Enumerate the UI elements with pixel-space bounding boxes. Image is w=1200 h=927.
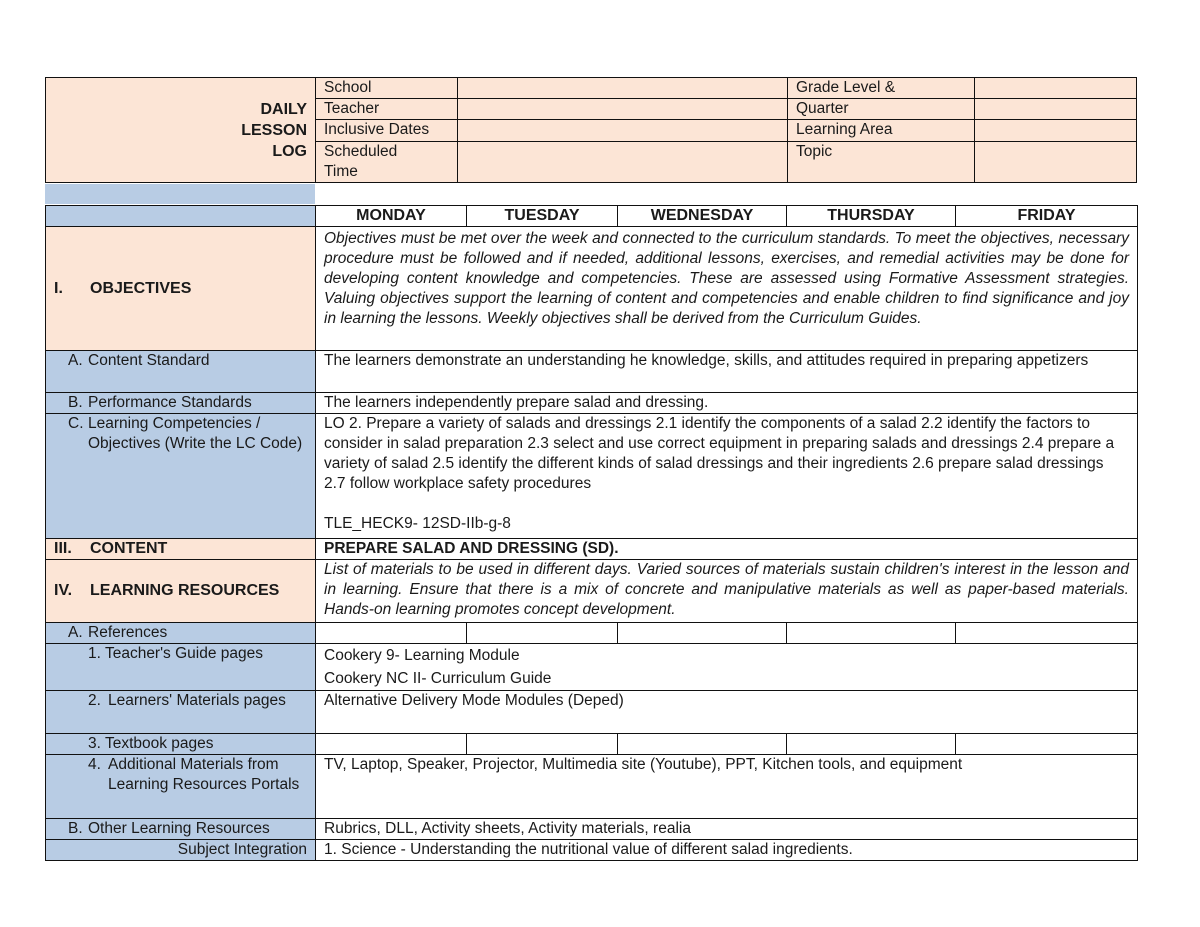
learning-competencies-letter: C. — [68, 415, 84, 432]
school-value[interactable] — [458, 78, 788, 99]
references-letter: A. — [68, 624, 83, 641]
objectives-row — [46, 227, 1138, 351]
day-monday: MONDAY — [316, 206, 467, 227]
references-label: References — [88, 624, 168, 641]
additional-materials-number: 4. — [88, 756, 101, 773]
learners-materials-label: Learners' Materials pages — [108, 692, 286, 709]
learning-competencies-label: Learning Competencies / Objectives (Write the LC Code) — [88, 415, 303, 452]
content-standard-letter: A. — [68, 352, 83, 369]
learners-materials-heading — [46, 691, 316, 734]
other-resources-text: Rubrics, DLL, Activity sheets, Activity materials, realia — [316, 819, 1138, 840]
subject-integration-heading: Subject Integration — [46, 840, 316, 861]
textbook-heading: 3. Textbook pages — [46, 734, 316, 755]
references-friday[interactable] — [956, 623, 1138, 644]
learning-resources-label: LEARNING RESOURCES — [90, 582, 280, 599]
teachers-guide-line-1: Cookery 9- Learning Module — [324, 647, 520, 664]
scheduled-time-value[interactable] — [458, 142, 788, 183]
learning-competencies-row — [46, 414, 1138, 539]
learners-materials-text: Alternative Delivery Mode Modules (Deped) — [316, 691, 1138, 734]
dll-title — [46, 78, 316, 183]
teachers-guide-cell — [316, 644, 1138, 691]
additional-materials-label: Additional Materials from Learning Resources Portals — [108, 756, 300, 793]
additional-materials-row — [46, 755, 1138, 819]
learning-competencies-cell — [316, 414, 1138, 539]
day-header-blank — [46, 206, 316, 227]
textbook-friday[interactable] — [956, 734, 1138, 755]
other-resources-label: Other Learning Resources — [88, 820, 270, 837]
teachers-guide-row — [46, 644, 1138, 691]
lc-code: TLE_HECK9- 12SD-IIb-g-8 — [324, 515, 511, 532]
school-label: School — [316, 78, 458, 99]
references-tuesday[interactable] — [467, 623, 618, 644]
header-table — [45, 77, 1137, 183]
content-heading — [46, 539, 316, 560]
content-standard-text: The learners demonstrate an understanding he knowledge, skills, and attitudes required in preparing appetizers — [316, 351, 1138, 393]
subject-integration-text: 1. Science - Understanding the nutritional value of different salad ingredients. — [316, 840, 1138, 861]
learners-materials-number: 2. — [88, 692, 101, 709]
grade-level-value[interactable] — [975, 78, 1137, 99]
learning-competencies-text: LO 2. Prepare a variety of salads and dressings 2.1 identify the components of a salad 2.2 identify the factors to consider in salad preparation 2.3 select and use correct equipment in preparing salads and dressings 2.4 prepare a variety of salad 2.5 identify the different kinds of salad dressings and their ingredients 2.6 prepare salad dressings 2.7 follow workplace safety procedures — [324, 415, 1115, 492]
textbook-monday[interactable] — [316, 734, 467, 755]
teacher-label: Teacher — [316, 99, 458, 120]
content-standard-row — [46, 351, 1138, 393]
performance-standards-row — [46, 393, 1138, 414]
other-resources-row — [46, 819, 1138, 840]
content-standard-heading — [46, 351, 316, 393]
learning-competencies-heading — [46, 414, 316, 539]
additional-materials-heading — [46, 755, 316, 819]
dll-title-line-2: LESSON — [241, 121, 307, 139]
topic-value[interactable] — [975, 142, 1137, 183]
textbook-thursday[interactable] — [787, 734, 956, 755]
additional-materials-text: TV, Laptop, Speaker, Projector, Multimedia site (Youtube), PPT, Kitchen tools, and equipment — [316, 755, 1138, 819]
references-wednesday[interactable] — [618, 623, 787, 644]
content-text: PREPARE SALAD AND DRESSING (SD). — [316, 539, 1138, 560]
subject-integration-row — [46, 840, 1138, 861]
scheduled-label-line-1: Scheduled — [324, 143, 398, 160]
references-row — [46, 623, 1138, 644]
performance-standards-letter: B. — [68, 394, 83, 411]
day-friday: FRIDAY — [956, 206, 1138, 227]
day-thursday: THURSDAY — [787, 206, 956, 227]
quarter-value[interactable] — [975, 99, 1137, 120]
scheduled-label-line-2: Time — [324, 163, 358, 180]
content-number: III. — [54, 540, 72, 557]
day-tuesday: TUESDAY — [467, 206, 618, 227]
references-heading — [46, 623, 316, 644]
textbook-tuesday[interactable] — [467, 734, 618, 755]
inclusive-dates-label: Inclusive Dates — [316, 120, 458, 142]
objectives-number: I. — [54, 279, 63, 297]
teacher-value[interactable] — [458, 99, 788, 120]
other-resources-letter: B. — [68, 820, 83, 837]
teachers-guide-line-2: Cookery NC II- Curriculum Guide — [324, 670, 552, 687]
references-monday[interactable] — [316, 623, 467, 644]
blue-spacer — [45, 184, 315, 204]
learning-resources-row — [46, 560, 1138, 623]
objectives-heading — [46, 227, 316, 351]
objectives-text: Objectives must be met over the week and connected to the curriculum standards. To meet the objectives, necessary procedure must be followed and if needed, additional lessons, exercises, and remedial activities may be done for developing content knowledge and competencies. These are assessed using Formative Assessment strategies. Valuing objectives support the learning of content and competencies and enable children to find significance and joy in learning the lessons. Weekly objectives shall be derived from the Curriculum Guides. — [316, 227, 1138, 351]
other-resources-heading — [46, 819, 316, 840]
grade-level-label: Grade Level & — [788, 78, 975, 99]
performance-standards-text: The learners independently prepare salad and dressing. — [316, 393, 1138, 414]
day-header-row — [46, 206, 1138, 227]
learning-area-value[interactable] — [975, 120, 1137, 142]
performance-standards-heading — [46, 393, 316, 414]
inclusive-dates-value[interactable] — [458, 120, 788, 142]
textbook-row — [46, 734, 1138, 755]
references-thursday[interactable] — [787, 623, 956, 644]
learners-materials-row — [46, 691, 1138, 734]
dll-title-line-3: LOG — [272, 142, 307, 160]
dll-title-line-1: DAILY — [260, 100, 307, 118]
quarter-label: Quarter — [788, 99, 975, 120]
content-row — [46, 539, 1138, 560]
learning-resources-number: IV. — [54, 582, 73, 599]
teachers-guide-heading: 1. Teacher's Guide pages — [46, 644, 316, 691]
learning-area-label: Learning Area — [788, 120, 975, 142]
learning-resources-heading — [46, 560, 316, 623]
scheduled-time-label — [316, 142, 458, 183]
performance-standards-label: Performance Standards — [88, 394, 252, 411]
textbook-wednesday[interactable] — [618, 734, 787, 755]
content-label: CONTENT — [90, 540, 168, 557]
lesson-log-table — [45, 205, 1138, 861]
content-standard-label: Content Standard — [88, 352, 210, 369]
learning-resources-text: List of materials to be used in different days. Varied sources of materials sustain children's interest in the lesson and in learning. Ensure that there is a mix of concrete and manipulative materials as well as paper-based materials. Hands-on learning promotes concept development. — [316, 560, 1138, 623]
day-wednesday: WEDNESDAY — [618, 206, 787, 227]
objectives-label: OBJECTIVES — [90, 279, 192, 297]
topic-label: Topic — [788, 142, 975, 183]
